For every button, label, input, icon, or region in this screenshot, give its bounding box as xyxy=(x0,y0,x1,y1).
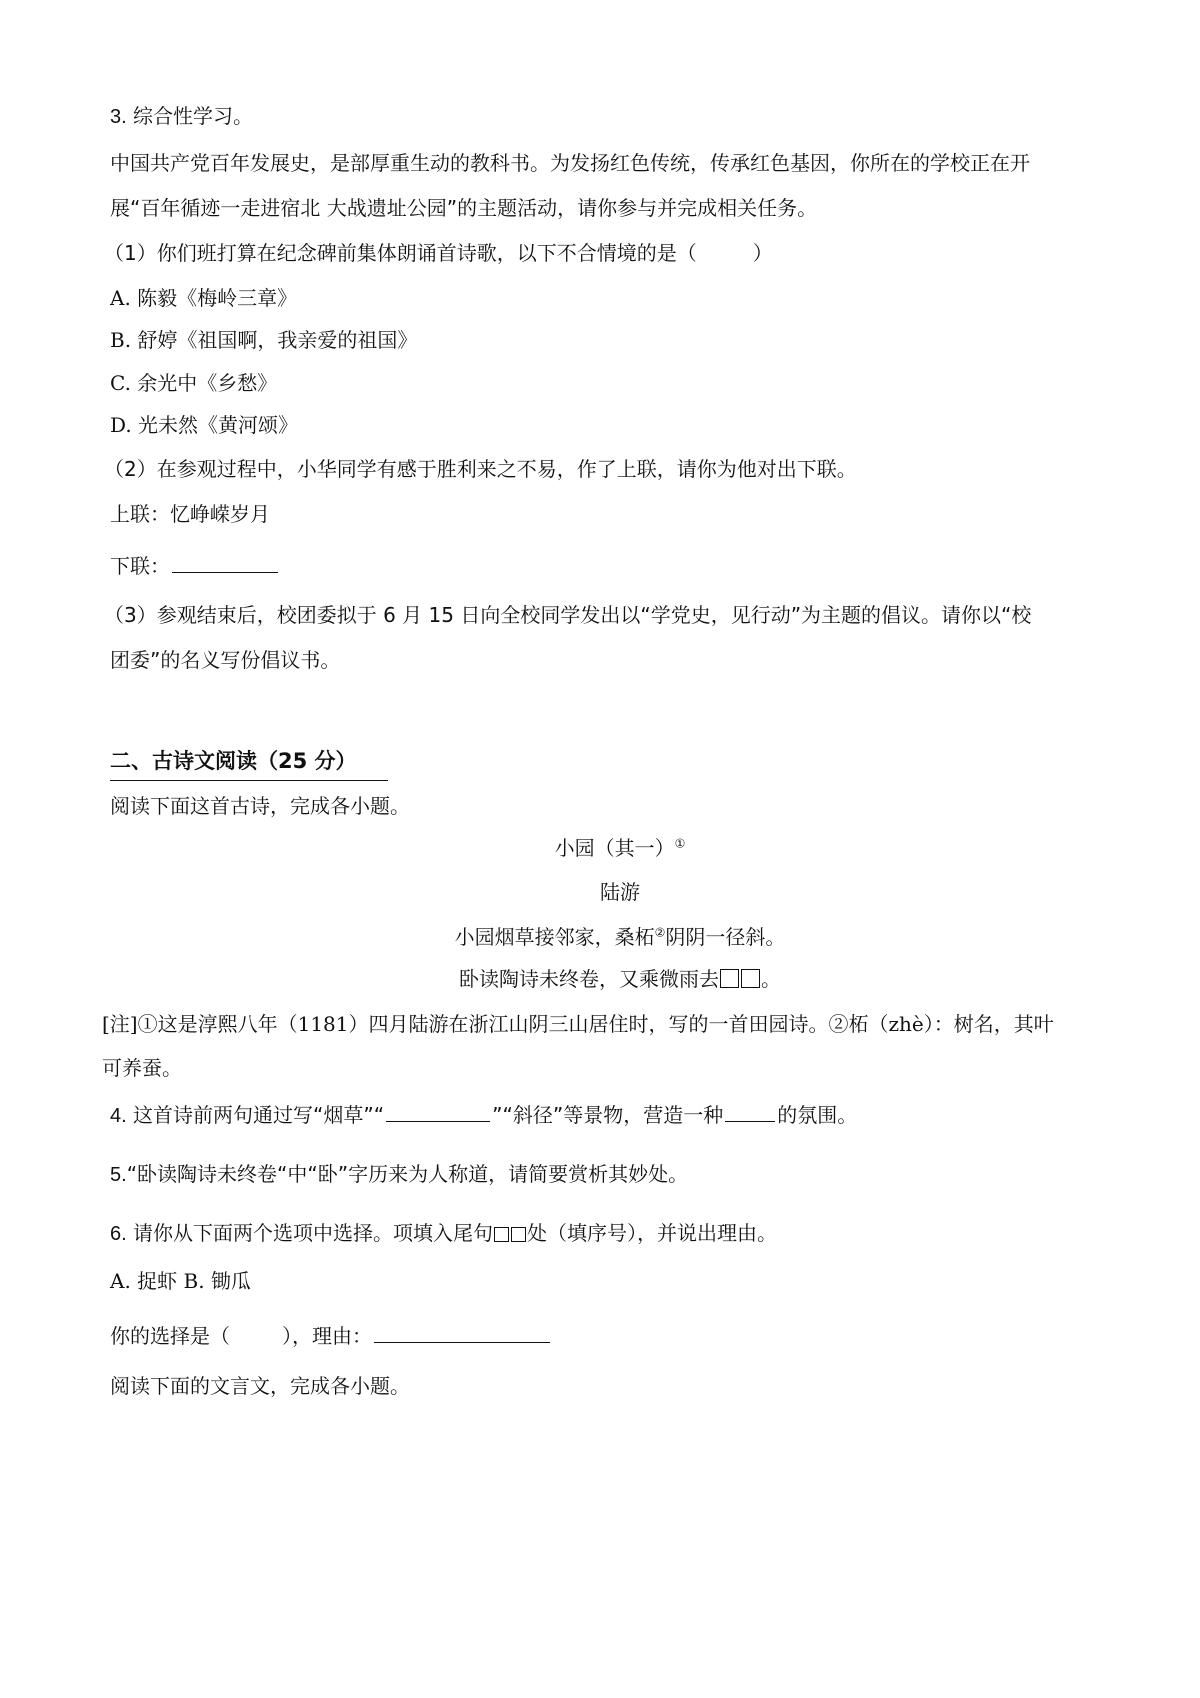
blank-box[interactable] xyxy=(741,969,760,988)
q3-sub1-prompt-text: （1）你们班打算在纪念碑前集体朗诵首诗歌，以下不合情境的是（ xyxy=(104,241,697,265)
poem-line2-end: 。 xyxy=(761,967,781,991)
q3-sub3-line2: 团委”的名义写份倡议书。 xyxy=(110,648,341,672)
q6-number: 6. xyxy=(110,1223,127,1245)
q4-blank-1[interactable] xyxy=(386,1099,490,1122)
q3-lower-couplet xyxy=(110,550,280,581)
q3-option-c: C. 余光中《乡愁》 xyxy=(110,371,278,395)
q3-title: 综合性学习。 xyxy=(133,104,254,128)
q3-option-b: B. 舒婷《祖国啊，我亲爱的祖国》 xyxy=(110,328,418,352)
poem-line2-text: 卧读陶诗未终卷，又乘微雨去 xyxy=(459,967,719,991)
q5-number: 5. xyxy=(110,1164,127,1186)
poem-note-line2: 可养蚕。 xyxy=(102,1056,182,1080)
poem-line1-note: ② xyxy=(654,925,666,940)
q3-option-d: D. 光未然《黄河颂》 xyxy=(110,413,299,437)
q6 xyxy=(110,1218,777,1249)
lower-couplet-blank[interactable] xyxy=(172,550,278,573)
q4-blank-2[interactable] xyxy=(725,1099,775,1122)
poem-line1-a: 小园烟草接邻家，桑柘 xyxy=(454,925,655,949)
blank-box xyxy=(511,1227,526,1242)
poem-note-line1: [注]①这是淳熙八年（1181）四月陆游在浙江山阴三山居住时，写的一首田园诗。②柘（zhè）：树名，其叶 xyxy=(102,1012,1054,1036)
q6-text-2: 处（填序号），并说出理由。 xyxy=(527,1221,778,1245)
poem-line1 xyxy=(0,922,1200,952)
q4-text-1: 这首诗前两句通过写“烟草”“ xyxy=(133,1103,385,1127)
poem-author: 陆游 xyxy=(600,880,640,904)
section-heading: 二、古诗文阅读（25 分） xyxy=(110,749,357,773)
q4-text-2: ”“斜径”等景物，营造一种 xyxy=(492,1103,724,1127)
section-instruction: 阅读下面这首古诗，完成各小题。 xyxy=(110,794,410,818)
q3-lower-label: 下联： xyxy=(110,554,170,578)
q3-option-a: A. 陈毅《梅岭三章》 xyxy=(110,286,298,310)
q6-answer-label: 你的选择是（ xyxy=(110,1324,230,1348)
q4-number: 4. xyxy=(110,1105,127,1127)
poem-line2 xyxy=(0,964,1200,994)
q6-options: A. 捉虾 B. 锄瓜 xyxy=(110,1269,251,1293)
poem-title xyxy=(0,833,1200,863)
reason-blank[interactable] xyxy=(374,1320,550,1343)
poem-title-text: 小园（其一） xyxy=(554,836,675,860)
q6-text-1: 请你从下面两个选项中选择。项填入尾句 xyxy=(133,1221,494,1245)
poem-title-note: ① xyxy=(674,836,686,851)
q3-sub3-line1: （3）参观结束后，校团委拟于 6 月 15 日向全校同学发出以“学党史，见行动”为主题的倡议。请你以“校 xyxy=(104,603,1032,627)
q6-reason-label: ），理由： xyxy=(282,1324,372,1348)
q4-text-3: 的氛围。 xyxy=(777,1103,858,1127)
q3-heading xyxy=(110,101,253,132)
q3-number: 3. xyxy=(110,106,127,128)
q3-upper-couplet: 上联：忆峥嵘岁月 xyxy=(110,502,270,526)
q5 xyxy=(110,1159,688,1190)
q5-text: “卧读陶诗未终卷“中“卧”字历来为人称道，请简要赏析其妙处。 xyxy=(126,1162,689,1186)
blank-box xyxy=(494,1227,509,1242)
q3-sub1-prompt xyxy=(104,238,773,268)
q4 xyxy=(110,1099,857,1131)
q3-sub2-prompt: （2）在参观过程中，小华同学有感于胜利来之不易，作了上联，请你为他对出下联。 xyxy=(104,457,857,481)
q3-intro-line2: 展“百年循迹一走进宿北 大战遗址公园”的主题活动，请你参与并完成相关任务。 xyxy=(110,196,818,220)
poem-line1-b: 阴阴一径斜。 xyxy=(665,925,786,949)
answer-line[interactable] xyxy=(110,780,388,781)
q3-intro-line1: 中国共产党百年发展史，是部厚重生动的教科书。为发扬红色传统，传承红色基因，你所在的学校正在开 xyxy=(110,151,1030,175)
closing-instruction: 阅读下面的文言文，完成各小题。 xyxy=(110,1374,410,1398)
q3-sub1-paren-close: ） xyxy=(752,241,773,265)
blank-box[interactable] xyxy=(720,969,739,988)
q6-answer xyxy=(110,1320,552,1351)
